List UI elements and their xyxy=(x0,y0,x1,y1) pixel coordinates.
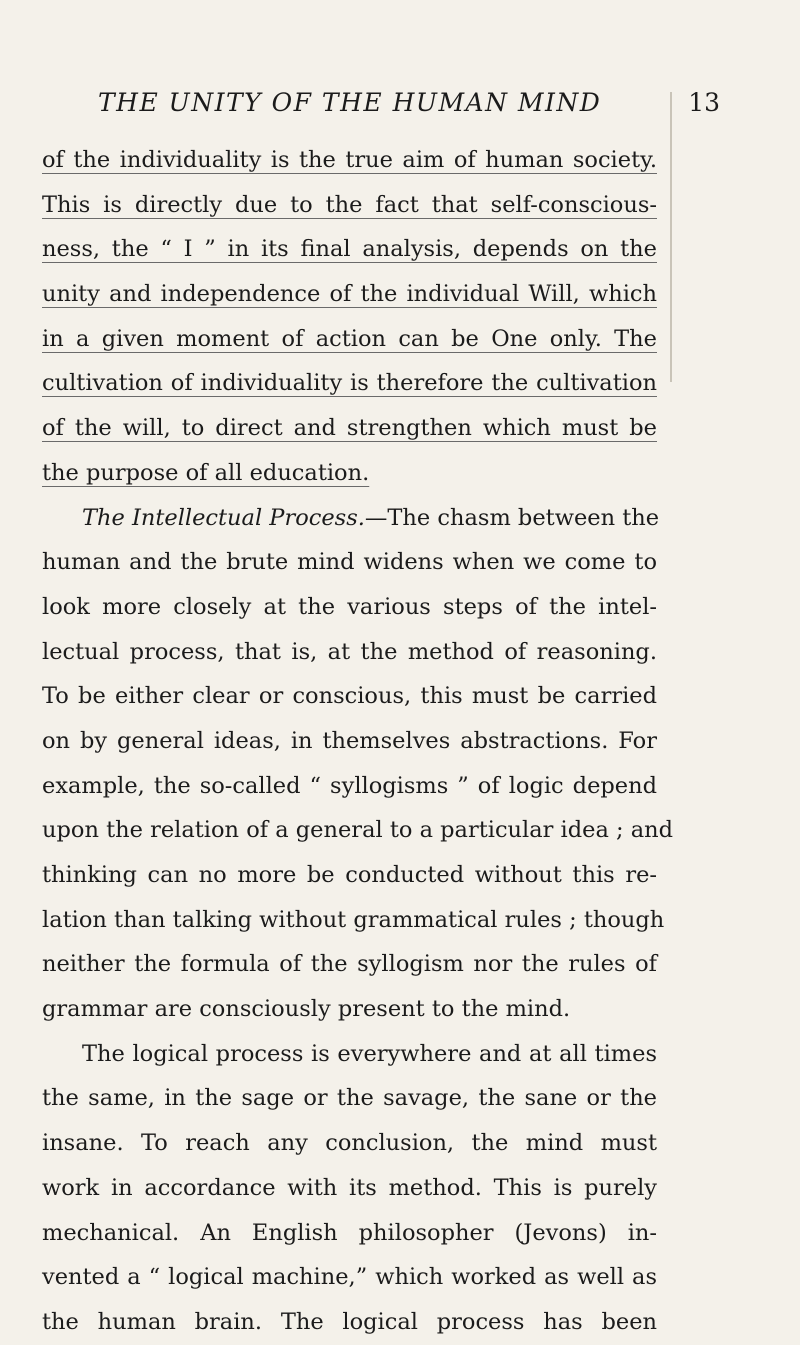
text-line: example, the so-called “ syllogisms ” of logic depend xyxy=(42,772,657,799)
text-line: This is directly due to the fact that self-conscious- xyxy=(42,191,657,218)
text-line: human and the brute mind widens when we come to xyxy=(42,549,657,576)
text-line: the human brain. The logical process has been xyxy=(42,1308,657,1335)
text-line: thinking can no more be conducted without this re- xyxy=(42,862,657,888)
text-line: ness, the “ I ” in its final analysis, depends on the xyxy=(42,236,657,263)
page-edge-shadow xyxy=(670,92,672,382)
section-heading-continuation: —The chasm between the xyxy=(364,504,660,531)
text-line: lectual process, that is, at the method of reasoning. xyxy=(42,638,657,665)
text-line: look more closely at the various steps of the intel- xyxy=(42,593,657,620)
text-line: work in accordance with its method. This is purely xyxy=(42,1174,657,1201)
section-heading: The Intellectual Process. xyxy=(82,504,365,531)
text-line: vented a “ logical machine,” which worked as well as xyxy=(42,1264,657,1291)
text-line: The logical process is everywhere and at all times xyxy=(82,1040,657,1067)
text-line: of the individuality is the true aim of human society. xyxy=(42,147,657,173)
text-line: of the will, to direct and strengthen which must be xyxy=(42,415,657,442)
text-line: insane. To reach any conclusion, the mind must xyxy=(42,1130,657,1157)
text-line: cultivation of individuality is therefore the cultivation xyxy=(42,370,657,397)
running-head xyxy=(98,88,720,124)
text-line: the same, in the sage or the savage, the sane or the xyxy=(42,1085,657,1112)
text-line: mechanical. An English philosopher (Jevons) in- xyxy=(42,1219,657,1246)
text-line: To be either clear or conscious, this must be carried xyxy=(42,683,657,710)
running-title: THE UNITY OF THE HUMAN MIND xyxy=(98,88,602,117)
page-number: 13 xyxy=(688,88,720,117)
text-line: lation than talking without grammatical rules ; though xyxy=(42,906,665,933)
text-line: upon the relation of a general to a particular idea ; and xyxy=(42,817,674,844)
text-line: grammar are consciously present to the mind. xyxy=(42,996,571,1023)
text-line: unity and independence of the individual Will, which xyxy=(42,281,657,308)
text-line: in a given moment of action can be One only. The xyxy=(42,325,657,352)
text-line: the purpose of all education. xyxy=(42,459,370,486)
text-line: neither the formula of the syllogism nor the rules of xyxy=(42,951,657,978)
section-heading-line xyxy=(42,496,660,541)
body-text xyxy=(42,138,674,1345)
text-line: on by general ideas, in themselves abstractions. For xyxy=(42,727,657,754)
